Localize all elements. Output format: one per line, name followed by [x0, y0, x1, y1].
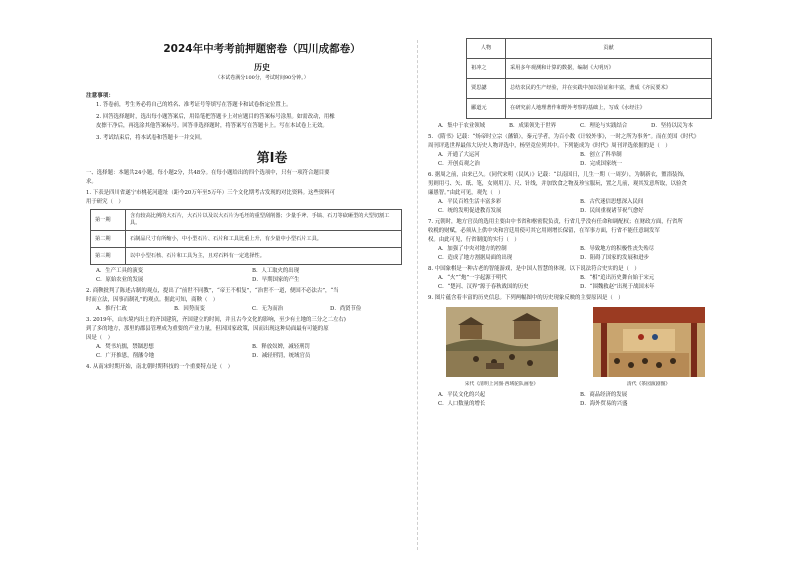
option-b: B．导致地方的积极性丧失殆尽	[580, 246, 655, 252]
option-d: D．减轻刑罚，统域官员	[252, 353, 311, 359]
q8-options	[428, 274, 722, 292]
q1-table	[90, 209, 402, 265]
contribution-table	[466, 38, 712, 119]
q4-options	[428, 122, 722, 131]
question-line: 时而立法，因事而制礼”的观点。据此可知，商鞅（ ）	[86, 297, 219, 303]
period-cell: 第三期	[91, 248, 126, 265]
option-d: D．完成国家统一	[580, 161, 623, 167]
section-line: 求。	[86, 179, 97, 185]
option-a: A．开通了大运河	[438, 152, 480, 158]
notice-line: 1. 答卷前，考生务必将自己的姓名、准考证号等填写在答题卡和试卷指定位置上。	[96, 102, 292, 108]
option-a: A．生产工具的演变	[96, 268, 144, 274]
option-a: A．推行仁政	[96, 306, 127, 312]
question-line: 9. 图片蕴含着丰富的历史信息。下列两幅图中的历史现象反映的主要原因是（ ）	[428, 295, 624, 301]
header-cell: 人物	[467, 39, 506, 59]
q3-options	[86, 343, 408, 361]
table-row	[467, 59, 712, 79]
table-row	[91, 210, 402, 231]
q2-options	[86, 305, 408, 314]
table-row	[467, 99, 712, 119]
theater-painting-image	[593, 307, 705, 377]
option-b: B．古代迷信思想深入民间	[580, 199, 644, 205]
notice-heading: 注意事项：	[86, 93, 114, 99]
notice-line: 3. 考试结束后，将本试卷和答题卡一并交回。	[96, 135, 206, 141]
question-line: 男则用弓、矢、纸、笔，女则用刀、尺、针线，并加饮食之物及珍宝服玩，置之儿前，观其发意所取，以验贪	[428, 181, 687, 187]
option-a: A．“火”“炮”一字起源于明代	[438, 275, 507, 281]
person-cell: 郦道元	[467, 99, 506, 119]
image-caption: 清代《茶园演剧图》	[626, 382, 671, 387]
section-one	[86, 169, 408, 187]
person-cell: 贾思勰	[467, 79, 506, 99]
question-line: 2. 商鞅批判了陈述古制的观点，提出了“前世不同教”，“帝王不相复”，“治世不一道，便国不必法古”，“当	[86, 288, 339, 294]
option-b: B．因势而变	[174, 306, 205, 312]
volume-title: 第Ⅰ卷	[256, 151, 288, 166]
question-line: 1. 下表是四川省遂宁市桃花河遗址（距今20万年至5万年）三个文化期考古发现的对比资料。这些资料可	[86, 190, 335, 196]
question-line: 因是（ ）	[86, 335, 113, 341]
period-cell: 第二期	[91, 231, 126, 248]
painting-figure	[593, 307, 705, 389]
question-line: 权。由此可见，行省制度的实行（ ）	[428, 237, 520, 243]
q5-options	[428, 151, 722, 169]
question-8	[428, 265, 722, 292]
contribution-cell: 在研究前人地理著作和野外考察的基础上，写成《水经注》	[506, 99, 712, 119]
option-a: A．集中于农业领域	[438, 123, 486, 129]
notice-block	[86, 101, 408, 143]
option-d: D．尚贤节俭	[330, 306, 362, 312]
option-c: C．造成了地方割据局面的出现	[438, 255, 513, 261]
left-column	[86, 38, 408, 372]
table-row	[467, 79, 712, 99]
question-line: 5. 《隋书》记载：“炀帝时立宗（藩镇），秦元学者，为百小数《计较外事》，一时之所为事务”。而在美国《时代》	[428, 134, 700, 140]
contribution-cell: 总结农民的生产经验，并在实践中加以验证和丰富，著成《齐民要术》	[506, 79, 712, 99]
right-column	[428, 38, 722, 409]
table-row	[91, 248, 402, 265]
question-line: 周刊评选世界最伟大历史人物评选中，杨坚竟位列其中。下列能成为《时代》周刊评选依据的是（ ）	[428, 143, 671, 149]
option-b: B．释放奴婢，减轻刑罚	[252, 344, 310, 350]
question-line: 用于研究（ ）	[86, 199, 124, 205]
option-d: D．坚持以民为本	[651, 123, 694, 129]
desc-cell: 石制品尺寸有所缩小，中小型石片、石片和工具比重上升，有少量中小型石片工具。	[126, 231, 402, 248]
option-b: B．商品经济的发展	[580, 392, 628, 398]
painting-figure	[446, 307, 558, 389]
section-line: 一、选择题：本题共24小题，每小题2分，共48分。在每小题给出的四个选项中，只有一项符合题目要	[86, 170, 330, 176]
question-6	[428, 171, 722, 216]
option-d: D．阻碍了国家的发展和进步	[580, 255, 650, 261]
question-line: 廉愚智。”由此可见，观先（ ）	[428, 190, 504, 196]
option-a: A．加强了中央对地方的控制	[438, 246, 507, 252]
desc-cell: 含有较高比例的大石片，大石片以及以大石片为毛坯的重型刮削器；少量手斧、手镐、石刀等砍砸型的大型切割工具。	[126, 210, 402, 231]
question-line: 8. 中国象棋是一种古老的智能游戏，是中国人智慧的体现。以下说法符合史实的是（ ）	[428, 266, 640, 272]
option-a: A．焚书坑儒，禁锢思想	[96, 344, 154, 350]
table-row	[91, 231, 402, 248]
question-line: 3. 2019年，山东境内出土的齐国建筑，齐国建立的时间，并且古今文化的影响，至少有土地的三分之二左右)	[86, 317, 346, 323]
option-a: A．平民百姓生活丰富多彩	[438, 199, 502, 205]
option-c: C．开创贞观之治	[438, 161, 480, 167]
option-d: D．海外贸易的兴盛	[580, 401, 628, 407]
option-c: C．“楚河、汉界”源于春秋战国的历史	[438, 284, 529, 290]
q7-options	[428, 245, 722, 263]
qingming-painting-image	[446, 307, 558, 377]
option-d: D．民间重视诸节祝气愈好	[580, 208, 644, 214]
question-line: 4. 从南宋时期开始，南北朝时期科技的一个重要特点是（ ）	[86, 364, 234, 370]
q9-options	[428, 391, 722, 409]
option-c: C．统的发明促进教育发展	[438, 208, 502, 214]
question-5	[428, 133, 722, 169]
option-c: C．理论与实践结合	[580, 123, 628, 129]
table-header-row	[467, 39, 712, 59]
option-b: B．创立了科举制	[580, 152, 622, 158]
notice-line: 2. 回答选择题时，选出每小题答案后，用铅笔把答题卡上对应题目的答案标号涂黑。如需改动，用橡	[96, 114, 335, 120]
option-b: B．“相”追出历史舞台始于宋元	[580, 275, 655, 281]
desc-cell: 以中小型石核、石片和工具为主，且对石料有一定选择性。	[126, 248, 402, 265]
option-d: D．早期国家的产生	[252, 277, 300, 283]
contribution-cell: 采用多年观测和计算的数据，编制《大明历》	[506, 59, 712, 79]
question-line: 到了多的地方，那里的郡县管理成为重要的产业力量，但因国家政策，因而出现这种局面最有可能的原	[86, 326, 329, 332]
exam-note: （本试卷满分100分，考试时间90分钟。）	[215, 75, 309, 81]
exam-title: 2024年中考考前押题密卷（四川成都卷）	[163, 43, 361, 55]
option-c: C．原始农业的发展	[96, 277, 144, 283]
question-3	[86, 316, 408, 361]
question-4	[86, 363, 408, 372]
header-cell: 贡献	[506, 39, 712, 59]
q1-options	[86, 267, 408, 285]
q9-images	[428, 307, 722, 389]
period-cell: 第一期	[91, 210, 126, 231]
image-caption: 宋代《清明上河图·西域驼队画卷》	[464, 382, 539, 387]
option-c: C．无为而治	[252, 306, 284, 312]
question-line: 6. 据周之前，由来已久。《同代宋明（民风）》记载：“以南国日，儿生一期（一周岁），为制新衣，盥浴装饰，	[428, 172, 689, 178]
question-7	[428, 218, 722, 263]
option-c: C．广开推恩，削藩令地	[96, 353, 155, 359]
subject-title: 历史	[254, 63, 270, 72]
question-9	[428, 294, 722, 409]
option-b: B．人工取火的出现	[252, 268, 300, 274]
option-a: A．平民文化的兴起	[438, 392, 486, 398]
notice-line: 皮擦干净后，再选涂其他答案标号。回答非选择题时，将答案写在答题卡上。写在本试卷上无效。	[96, 123, 328, 129]
question-2	[86, 287, 408, 314]
q6-options	[428, 198, 722, 216]
option-b: B．成果领先于世界	[509, 123, 557, 129]
person-cell: 祖冲之	[467, 59, 506, 79]
option-c: C．人口数量的增长	[438, 401, 486, 407]
question-line: 7. 元朝时，地方官员的选用主要由中书省和枢密院负责，行省几乎没有任命和调配权；在财政方面，行省所	[428, 219, 683, 225]
question-line: 收税的财赋，必须从上供中央和宫廷用使可其它用则增长保留，在军事方面，行省不能任意调发军	[428, 228, 660, 234]
question-1	[86, 189, 408, 285]
option-d: D．“围魏救赵”出现于战国末年	[580, 284, 655, 290]
column-divider	[417, 40, 418, 550]
